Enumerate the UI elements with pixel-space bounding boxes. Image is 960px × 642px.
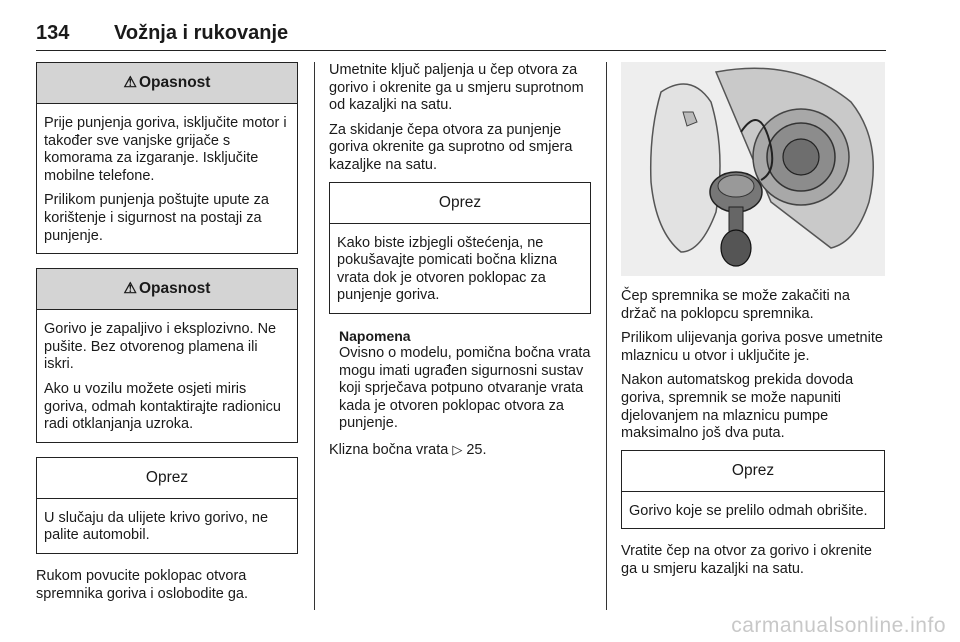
- reference-text: Klizna bočna vrata: [329, 441, 449, 458]
- danger-box: [36, 268, 298, 443]
- caution-box: [36, 457, 298, 554]
- section-title: Vožnja i rukovanje: [114, 22, 289, 44]
- page-number: 134: [36, 22, 70, 44]
- note-text: Ovisno o modelu, pomična bočna vrata mogu imati ugrađen sigurnosni sustav koji sprječava potpuno otvaranje vrata kada je otvoren poklopac otvora za punjenje.: [339, 344, 591, 432]
- page-header: [36, 22, 886, 51]
- caution-text: Kako biste izbjegli oštećenja, ne pokušavajte pomicati bočna klizna vrata dok je otvoren poklopac za punjenje goriva.: [337, 234, 558, 304]
- column-left: [36, 62, 298, 610]
- cross-reference[interactable]: [329, 441, 591, 460]
- warning-triangle-icon: ⚠: [123, 74, 137, 91]
- caution-title: Oprez: [330, 183, 590, 224]
- body-paragraph: Čep spremnika se može zakačiti na držač na poklopcu spremnika.: [621, 288, 850, 322]
- danger-paragraph: Ako u vozilu možete osjeti miris goriva, odmah kontaktirajte radionicu radi otklanjanja uzroka.: [44, 380, 281, 433]
- caution-box: [329, 182, 591, 314]
- danger-title: Opasnost: [138, 280, 211, 298]
- note-title: Napomena: [339, 327, 411, 344]
- fuel-cap-illustration: [621, 62, 885, 276]
- column-divider: [606, 62, 607, 610]
- danger-box-header: [37, 63, 297, 104]
- page-reference-arrow-icon: ▷: [452, 441, 463, 457]
- reference-page: 25.: [466, 441, 487, 458]
- caution-text: Gorivo koje se prelilo odmah obrišite.: [629, 502, 868, 519]
- danger-paragraph: Gorivo je zapaljivo i eksplozivno. Ne pušite. Bez otvorenog plamena ili iskri.: [44, 321, 277, 373]
- caution-title: Oprez: [37, 458, 297, 499]
- warning-triangle-icon: ⚠: [123, 280, 137, 298]
- column-middle: [329, 62, 591, 467]
- column-right: [621, 62, 885, 586]
- watermark: carmanualsonline.info: [731, 614, 946, 637]
- body-paragraph: Nakon automatskog prekida dovoda goriva, spremnik se može napuniti djelovanjem na mlaznicu pumpe maksimalno još dva puta.: [621, 372, 854, 442]
- body-paragraph: Umetnite ključ paljenja u čep otvora za gorivo i okrenite ga u smjeru suprotnom od kazaljki na satu.: [329, 62, 584, 114]
- column-divider: [314, 62, 315, 610]
- caution-box: [621, 450, 885, 530]
- caution-text: U slučaju da ulijete krivo gorivo, ne palite automobil.: [44, 509, 269, 544]
- body-paragraph: Za skidanje čepa otvora za punjenje goriva okrenite ga suprotno od smjera kazaljke na satu.: [329, 121, 573, 173]
- danger-box-header: [37, 269, 297, 310]
- danger-box: [36, 62, 298, 254]
- body-paragraph: Prilikom ulijevanja goriva posve umetnite mlaznicu u otvor i uključite je.: [621, 330, 883, 364]
- danger-paragraph: Prilikom punjenja poštujte upute za korištenje i sigurnost na postaji za punjenje.: [44, 192, 269, 244]
- danger-title: Opasnost: [138, 74, 211, 91]
- body-paragraph: Rukom povucite poklopac otvora spremnika goriva i oslobodite ga.: [36, 567, 248, 602]
- caution-title: Oprez: [622, 451, 884, 492]
- body-paragraph: Vratite čep na otvor za gorivo i okrenite ga u smjeru kazaljki na satu.: [621, 543, 872, 577]
- danger-paragraph: Prije punjenja goriva, isključite motor i također sve vanjske grijače s komorama za izgaranje. Isključite mobilne telefone.: [44, 115, 287, 184]
